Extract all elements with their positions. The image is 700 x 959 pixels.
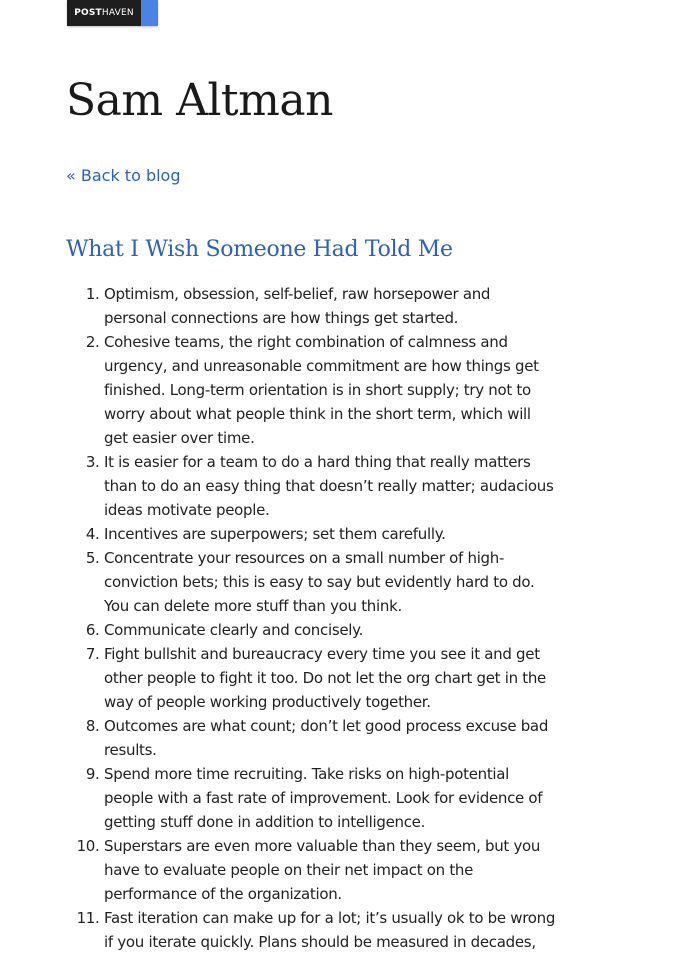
posthaven-logo-haven: HAVEN xyxy=(101,8,134,18)
list-item: 5. Concentrate your resources on a small number of high-conviction bets; this is easy to say but evidently hard to do. You can delete more stuff than you think. xyxy=(104,546,556,618)
post-list xyxy=(66,282,556,954)
list-item: 7. Fight bullshit and bureaucracy every time you see it and get other people to fight it too. Do not let the org chart get in the way of people working productively together. xyxy=(104,642,556,714)
posthaven-logo-post: POST xyxy=(74,8,102,18)
site-title[interactable]: Sam Altman xyxy=(66,75,333,126)
post-title[interactable]: What I Wish Someone Had Told Me xyxy=(66,237,453,262)
list-item: 11. Fast iteration can make up for a lot; it’s usually ok to be wrong if you iterate quickly. Plans should be measured in decades, xyxy=(104,906,556,954)
list-item: 10. Superstars are even more valuable than they seem, but you have to evaluate people on their net impact on the performance of the organization. xyxy=(104,834,556,906)
back-to-blog-link[interactable]: « Back to blog xyxy=(66,166,181,185)
posthaven-badge[interactable] xyxy=(67,0,158,26)
list-item: 6. Communicate clearly and concisely. xyxy=(104,618,556,642)
posthaven-logo xyxy=(67,0,141,26)
post-body xyxy=(66,282,556,954)
list-item: 1. Optimism, obsession, self-belief, raw horsepower and personal connections are how things get started. xyxy=(104,282,556,330)
list-item: 9. Spend more time recruiting. Take risks on high-potential people with a fast rate of improvement. Look for evidence of getting stuff done in addition to intelligence. xyxy=(104,762,556,834)
list-item: 8. Outcomes are what count; don’t let good process excuse bad results. xyxy=(104,714,556,762)
list-item: 3. It is easier for a team to do a hard thing that really matters than to do an easy thing that doesn’t really matter; audacious ideas motivate people. xyxy=(104,450,556,522)
posthaven-accent-tab xyxy=(141,0,158,26)
list-item: 2. Cohesive teams, the right combination of calmness and urgency, and unreasonable commitment are how things get finished. Long-term orientation is in short supply; try not to worry about what people think in the short term, which will get easier over time. xyxy=(104,330,556,450)
list-item: 4. Incentives are superpowers; set them carefully. xyxy=(104,522,556,546)
